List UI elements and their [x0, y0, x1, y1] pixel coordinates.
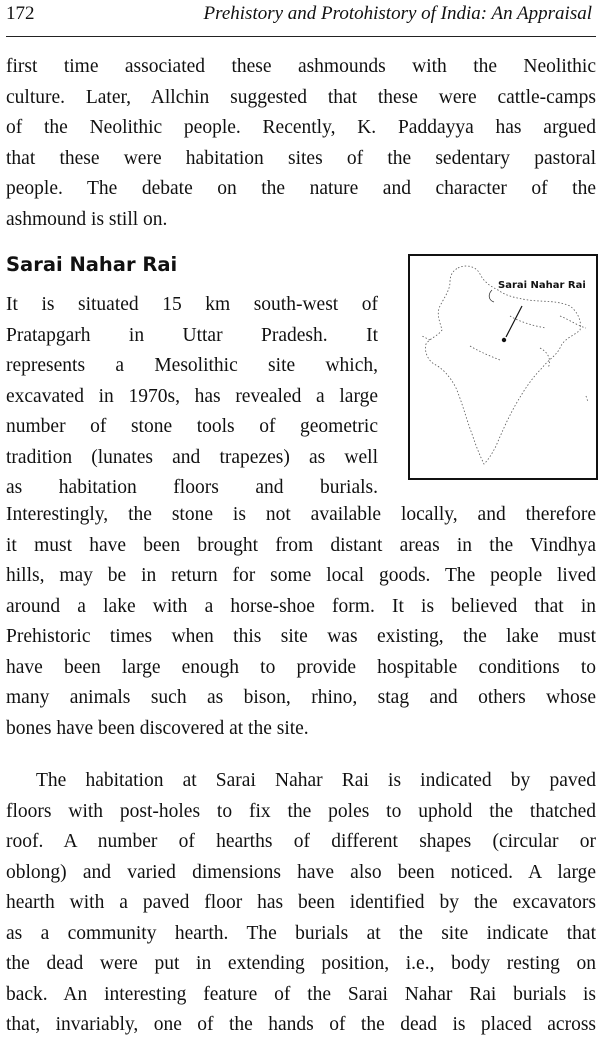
site-marker-icon	[502, 338, 506, 342]
text-line: as habitation floors and burials.	[6, 477, 378, 498]
location-map	[408, 254, 598, 480]
text-line: roof. A number of hearths of different shapes (circular or	[6, 831, 596, 852]
text-line: tradition (lunates and trapezes) as well	[6, 446, 378, 468]
text-line: Prehistoric times when this site was existing, the lake must	[6, 626, 596, 647]
text-line: back. An interesting feature of the Sarai Nahar Rai burials is	[6, 983, 596, 1005]
running-head: Prehistory and Protohistory of India: An Appraisal	[203, 3, 592, 24]
text-line: the dead were put in extending position, i.e., body resting on	[6, 953, 596, 974]
map-label: Sarai Nahar Rai	[498, 280, 586, 291]
text-line: that these were habitation sites of the sedentary pastoral	[6, 147, 596, 169]
text-line: many animals such as bison, rhino, stag and others whose	[6, 687, 596, 708]
paragraph-2-wide	[6, 500, 596, 744]
text-line: it must have been brought from distant areas in the Vindhya	[6, 534, 596, 556]
text-line: ashmound is still on.	[6, 208, 168, 230]
text-line: oblong) and varied dimensions have also been noticed. A large	[6, 861, 596, 883]
text-line: Interestingly, the stone is not available locally, and therefore	[6, 504, 596, 525]
paragraph-1	[6, 52, 596, 235]
text-line: first time associated these ashmounds with the Neolithic	[6, 56, 596, 77]
text-line: have been large enough to provide hospitable conditions to	[6, 656, 596, 678]
page-number: 172	[6, 3, 35, 24]
page-header	[6, 0, 596, 37]
text-line: The habitation at Sarai Nahar Rai is indicated by paved	[36, 770, 596, 791]
text-line: floors with post-holes to fix the poles to uphold the thatched	[6, 800, 596, 822]
text-line: around a lake with a horse-shoe form. It is believed that in	[6, 595, 596, 617]
text-line: Pratapgarh in Uttar Pradesh. It	[6, 324, 378, 346]
section-heading: Sarai Nahar Rai	[6, 253, 178, 276]
text-line: culture. Later, Allchin suggested that these were cattle-camps	[6, 86, 596, 108]
paragraph-3	[6, 766, 596, 1041]
text-line: hills, may be in return for some local goods. The people lived	[6, 565, 596, 586]
text-line: as a community hearth. The burials at the site indicate that	[6, 922, 596, 944]
text-line: people. The debate on the nature and character of the	[6, 178, 596, 199]
text-line: It is situated 15 km south-west of	[6, 294, 378, 315]
text-line: of the Neolithic people. Recently, K. Paddayya has argued	[6, 117, 596, 138]
pointer-line	[506, 306, 522, 337]
text-line: excavated in 1970s, has revealed a large	[6, 385, 378, 407]
text-line: that, invariably, one of the hands of the dead is placed across	[6, 1014, 596, 1035]
text-line: hearth with a paved floor has been identified by the excavators	[6, 892, 596, 913]
text-line: bones have been discovered at the site.	[6, 717, 309, 739]
text-line: number of stone tools of geometric	[6, 416, 378, 437]
paragraph-2-narrow	[6, 290, 378, 504]
text-line: represents a Mesolithic site which,	[6, 355, 378, 376]
